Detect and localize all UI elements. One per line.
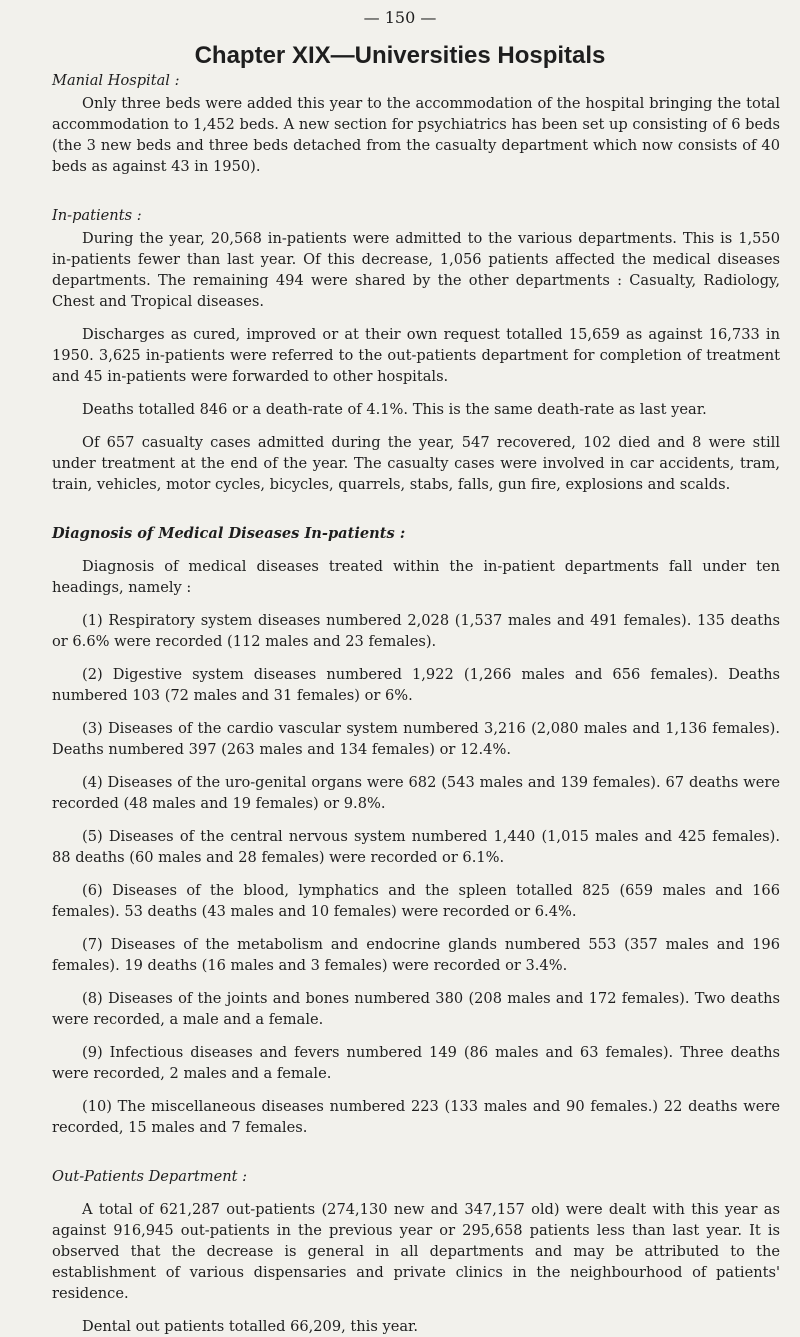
section-heading-out-patients: Out-Patients Department : (52, 1168, 248, 1185)
list-item: (5) Diseases of the central nervous system numbered 1,440 (1,015 males and 425 females). 88 deaths (60 males and 28 females) were recorded or 6.1%. (52, 828, 780, 866)
paragraph: Of 657 casualty cases admitted during the year, 547 recovered, 102 died and 8 were still under treatment at the end of the year. The casualty cases were involved in car accidents, tram, train, vehicles, motor cycles, bicycles, quarrels, stabs, falls, gun fire, explosions and scalds. (52, 434, 780, 493)
list-item: (1) Respiratory system diseases numbered 2,028 (1,537 males and 491 females). 135 deaths or 6.6% were recorded (112 males and 23 females). (52, 612, 780, 650)
paragraph: Deaths totalled 846 or a death-rate of 4.1%. This is the same death-rate as last year. (82, 401, 707, 418)
list-item: (6) Diseases of the blood, lymphatics and the spleen totalled 825 (659 males and 166 females). 53 deaths (43 males and 10 females) were recorded or 6.4%. (52, 882, 780, 920)
list-item: (3) Diseases of the cardio vascular system numbered 3,216 (2,080 males and 1,136 females). Deaths numbered 397 (263 males and 134 females) or 12.4%. (52, 720, 780, 758)
paragraph: During the year, 20,568 in-patients were admitted to the various departments. This is 1,550 in-patients fewer than last year. Of this decrease, 1,056 patients affected the medical diseases departments. The remaining 494 were shared by the other departments : Casualty, Radiology, Chest and Tropical diseases. (52, 230, 780, 310)
section-heading-manial-hospital: Manial Hospital : (52, 72, 180, 89)
section-heading-diagnosis: Diagnosis of Medical Diseases In-patients : (52, 525, 406, 542)
paragraph: A total of 621,287 out-patients (274,130 new and 347,157 old) were dealt with this year as against 916,945 out-patients in the previous year or 295,658 patients less than last year. It is observed that the decrease is general in all departments and may be attributed to the establishment of various dispensaries and private clinics in the neighbourhood of patients' residence. (52, 1201, 780, 1302)
list-item: (8) Diseases of the joints and bones numbered 380 (208 males and 172 females). Two deaths were recorded, a male and a female. (52, 990, 780, 1028)
list-item: (7) Diseases of the metabolism and endocrine glands numbered 553 (357 males and 196 females). 19 deaths (16 males and 3 females) were recorded or 3.4%. (52, 936, 780, 974)
list-item: (4) Diseases of the uro-genital organs were 682 (543 males and 139 females). 67 deaths were recorded (48 males and 19 females) or 9.8%. (52, 774, 780, 812)
paragraph: Discharges as cured, improved or at their own request totalled 15,659 as against 16,733 in 1950. 3,625 in-patients were referred to the out-patients department for completion of treatment and 45 in-patients were forwarded to other hospitals. (52, 326, 780, 385)
list-item: (10) The miscellaneous diseases numbered 223 (133 males and 90 females.) 22 deaths were recorded, 15 males and 7 females. (52, 1098, 780, 1136)
document-body (52, 70, 780, 1337)
list-item: (2) Digestive system diseases numbered 1,922 (1,266 males and 656 females). Deaths numbered 103 (72 males and 31 females) or 6%. (52, 666, 780, 704)
chapter-title: Chapter XIX—Universities Hospitals (194, 42, 606, 69)
paragraph: Only three beds were added this year to the accommodation of the hospital bringing the total accommodation to 1,452 beds. A new section for psychiatrics has been set up consisting of 6 beds (the 3 new beds and three beds detached from the casualty department which now consists of 40 beds as against 43 in 1950). (52, 95, 780, 175)
paragraph: Dental out patients totalled 66,209, this year. (82, 1318, 419, 1335)
page-number: — 150 — (363, 8, 437, 27)
paragraph: Diagnosis of medical diseases treated within the in-patient departments fall under ten headings, namely : (52, 558, 780, 596)
list-item: (9) Infectious diseases and fevers numbered 149 (86 males and 63 females). Three deaths were recorded, 2 males and a female. (52, 1044, 780, 1082)
section-heading-in-patients: In-patients : (52, 207, 142, 224)
